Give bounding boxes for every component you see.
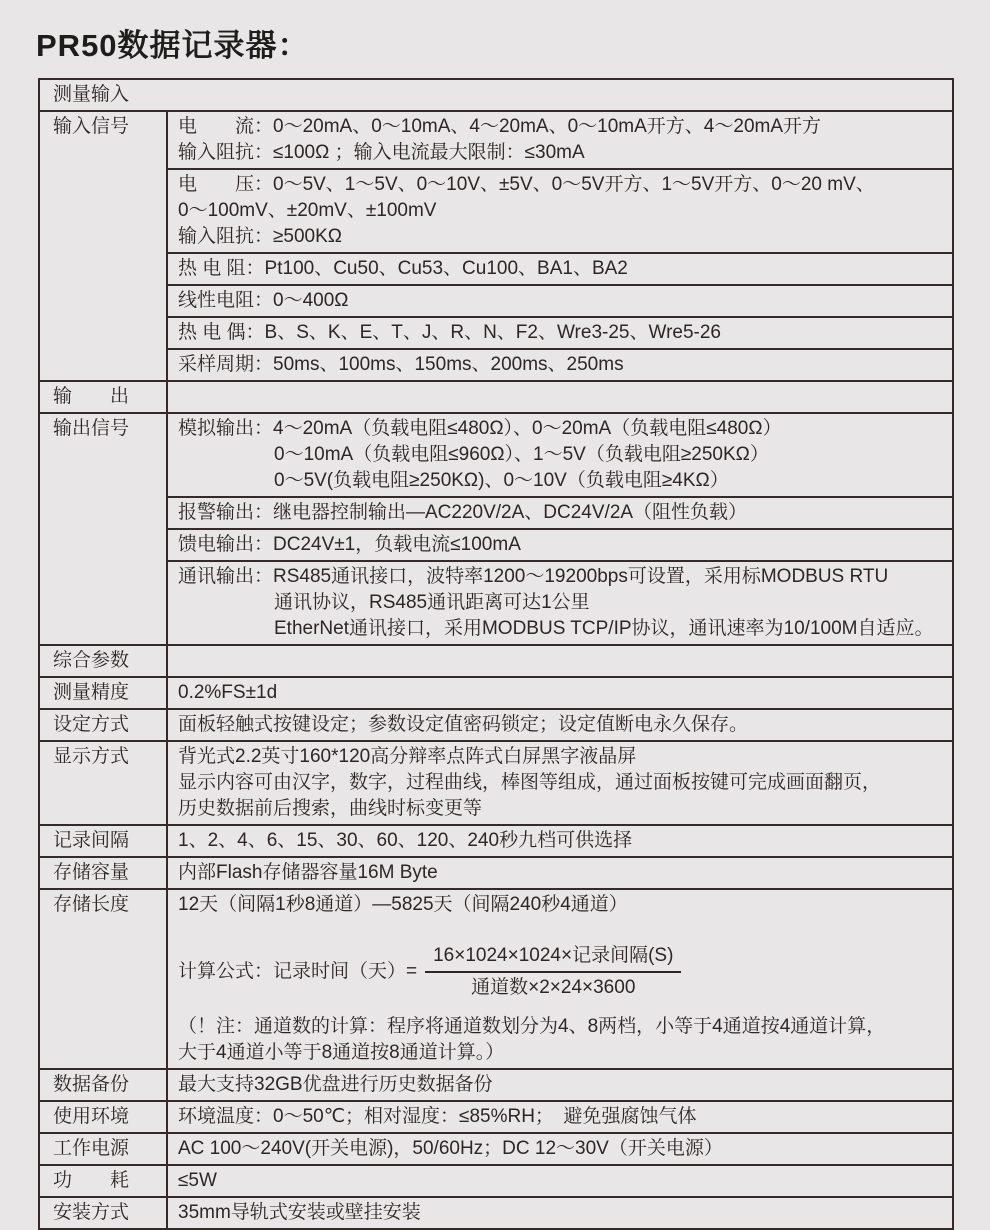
spec-line: 线性电阻：0～400Ω [178, 290, 349, 311]
row-label: 输出信号 [40, 414, 168, 644]
row-installation [40, 1196, 952, 1228]
row-output-section [40, 380, 952, 412]
spec-cell [168, 254, 952, 286]
row-label: 使用环境 [40, 1102, 168, 1132]
spec-line: 馈电输出：DC24V±1，负载电流≤100mA [178, 534, 521, 555]
spec-line: EtherNet通讯接口，采用MODBUS TCP/IP协议，通讯速率为10/100M自适应。 [274, 618, 934, 639]
row-content [168, 710, 952, 740]
row-label: 存储容量 [40, 858, 168, 888]
row-storage-capacity [40, 856, 952, 888]
spec-cell [168, 530, 952, 562]
spec-line: （！注：通道数的计算：程序将通道数划分为4、8两档，小等于4通道按4通道计算， [178, 1016, 886, 1037]
row-data-backup [40, 1068, 952, 1100]
spec-line: 12天（间隔1秒8通道）—5825天（间隔240秒4通道） [178, 894, 628, 915]
spec-cell [168, 498, 952, 530]
row-storage-length [40, 888, 952, 1068]
spec-line: 通讯协议，RS485通讯距离可达1公里 [274, 592, 590, 613]
denominator: 通道数×2×24×3600 [471, 977, 636, 998]
spec-cell [168, 350, 952, 380]
spec-line: AC 100～240V(开关电源)，50/60Hz；DC 12～30V（开关电源） [178, 1138, 723, 1159]
row-label: 测量精度 [40, 678, 168, 708]
row-input-signal [40, 110, 952, 380]
spec-line: 0～10mA（负载电阻≤960Ω）、1～5V（负载电阻≥250KΩ） [274, 444, 769, 465]
row-label: 数据备份 [40, 1070, 168, 1100]
spec-line: 35mm导轨式安装或壁挂安装 [178, 1202, 421, 1223]
row-label: 安装方式 [40, 1198, 168, 1228]
spec-line: 内部Flash存储器容量16M Byte [178, 862, 438, 883]
spec-cell [168, 1198, 952, 1228]
spec-line: 报警输出：继电器控制输出—AC220V/2A、DC24V/2A（阻性负载） [178, 502, 748, 523]
spec-line: 环境温度：0～50℃；相对湿度：≤85%RH； 避免强腐蚀气体 [178, 1106, 697, 1127]
row-content [168, 826, 952, 856]
spec-line: 历史数据前后搜索，曲线时标变更等 [178, 798, 483, 819]
row-setting-method [40, 708, 952, 740]
row-general-params-section [40, 644, 952, 676]
row-measure-input-section [40, 80, 952, 110]
row-content [168, 646, 952, 676]
spec-line: 采样周期：50ms、100ms、150ms、200ms、250ms [178, 354, 624, 375]
spec-cell [168, 826, 952, 856]
row-content [168, 414, 952, 644]
spec-line: 0～100mV、±20mV、±100mV [178, 200, 437, 221]
spec-line: ≤5W [178, 1170, 217, 1191]
spec-cell [168, 678, 952, 708]
spec-line: 输入阻抗：≥500KΩ [178, 226, 343, 247]
spacer [178, 1000, 946, 1014]
spec-cell [168, 890, 952, 1068]
page-title: PR50数据记录器： [36, 28, 310, 63]
spec-cell [168, 318, 952, 350]
formula-line [178, 944, 946, 1000]
row-content [168, 1070, 952, 1100]
fraction [425, 944, 681, 1000]
spec-cell [168, 1134, 952, 1164]
spec-line: 大于4通道小等于8通道按8通道计算。） [178, 1042, 505, 1063]
row-content [168, 1198, 952, 1228]
spec-line: 热 电 阻：Pt100、Cu50、Cu53、Cu100、BA1、BA2 [178, 258, 628, 279]
spec-cell [168, 286, 952, 318]
spec-line: 1、2、4、6、15、30、60、120、240秒九档可供选择 [178, 830, 633, 851]
row-label: 输 出 [40, 382, 168, 412]
spec-line: 0.2%FS±1d [178, 682, 278, 703]
spec-line: 输入阻抗：≤100Ω ；输入电流最大限制：≤30mA [178, 142, 585, 163]
row-label: 显示方式 [40, 742, 168, 824]
spec-line: 背光式2.2英寸160*120高分辩率点阵式白屏黑字液晶屏 [178, 746, 637, 767]
row-content [168, 858, 952, 888]
spec-cell [168, 414, 952, 498]
numerator: 16×1024×1024×记录间隔(S) [425, 944, 681, 973]
row-environment [40, 1100, 952, 1132]
spec-cell [168, 710, 952, 740]
row-display-method [40, 740, 952, 824]
spec-cell [168, 170, 952, 254]
row-power-consumption [40, 1164, 952, 1196]
spec-cell [168, 112, 952, 170]
row-content [168, 1102, 952, 1132]
spec-line: 显示内容可由汉字，数字，过程曲线，棒图等组成，通过面板按键可完成画面翻页， [178, 772, 882, 793]
row-power-supply [40, 1132, 952, 1164]
row-content [168, 1166, 952, 1196]
spec-cell [168, 1070, 952, 1100]
row-output-signal [40, 412, 952, 644]
row-record-interval [40, 824, 952, 856]
spec-line: 电 压：0～5V、1～5V、0～10V、±5V、0～5V开方、1～5V开方、0～20 mV、 [178, 174, 875, 195]
spec-line: 面板轻触式按键设定；参数设定值密码锁定；设定值断电永久保存。 [178, 714, 749, 735]
formula-prefix: 计算公式：记录时间（天）= [178, 961, 418, 982]
row-label: 测量输入 [53, 84, 130, 105]
row-label: 综合参数 [40, 646, 168, 676]
spec-cell [168, 1166, 952, 1196]
row-content [168, 890, 952, 1068]
row-accuracy [40, 676, 952, 708]
spec-line: 最大支持32GB优盘进行历史数据备份 [178, 1074, 493, 1095]
spec-line: 电 流：0～20mA、0～10mA、4～20mA、0～10mA开方、4～20mA开方 [178, 116, 822, 137]
row-content [168, 112, 952, 380]
spec-line: 热 电 偶：B、S、K、E、T、J、R、N、F2、Wre3-25、Wre5-26 [178, 322, 721, 343]
row-label: 存储长度 [40, 890, 168, 1068]
spec-table [38, 78, 954, 1230]
spec-cell [168, 562, 952, 644]
spacer [178, 918, 946, 944]
row-label: 功 耗 [40, 1166, 168, 1196]
row-label: 输入信号 [40, 112, 168, 380]
row-content [168, 742, 952, 824]
spec-line: 0～5V(负载电阻≥250KΩ)、0～10V（负载电阻≥4KΩ） [274, 470, 729, 491]
spec-cell [168, 1102, 952, 1132]
spec-line: 模拟输出：4～20mA（负载电阻≤480Ω）、0～20mA（负载电阻≤480Ω） [178, 418, 782, 439]
row-content [168, 1134, 952, 1164]
spec-cell [168, 858, 952, 888]
row-label: 工作电源 [40, 1134, 168, 1164]
spec-line: 通讯输出：RS485通讯接口，波特率1200～19200bps可设置，采用标MODBUS RTU [178, 566, 889, 587]
row-content [168, 382, 952, 412]
spec-cell [168, 742, 952, 824]
row-label: 记录间隔 [40, 826, 168, 856]
row-content [168, 678, 952, 708]
row-label: 设定方式 [40, 710, 168, 740]
